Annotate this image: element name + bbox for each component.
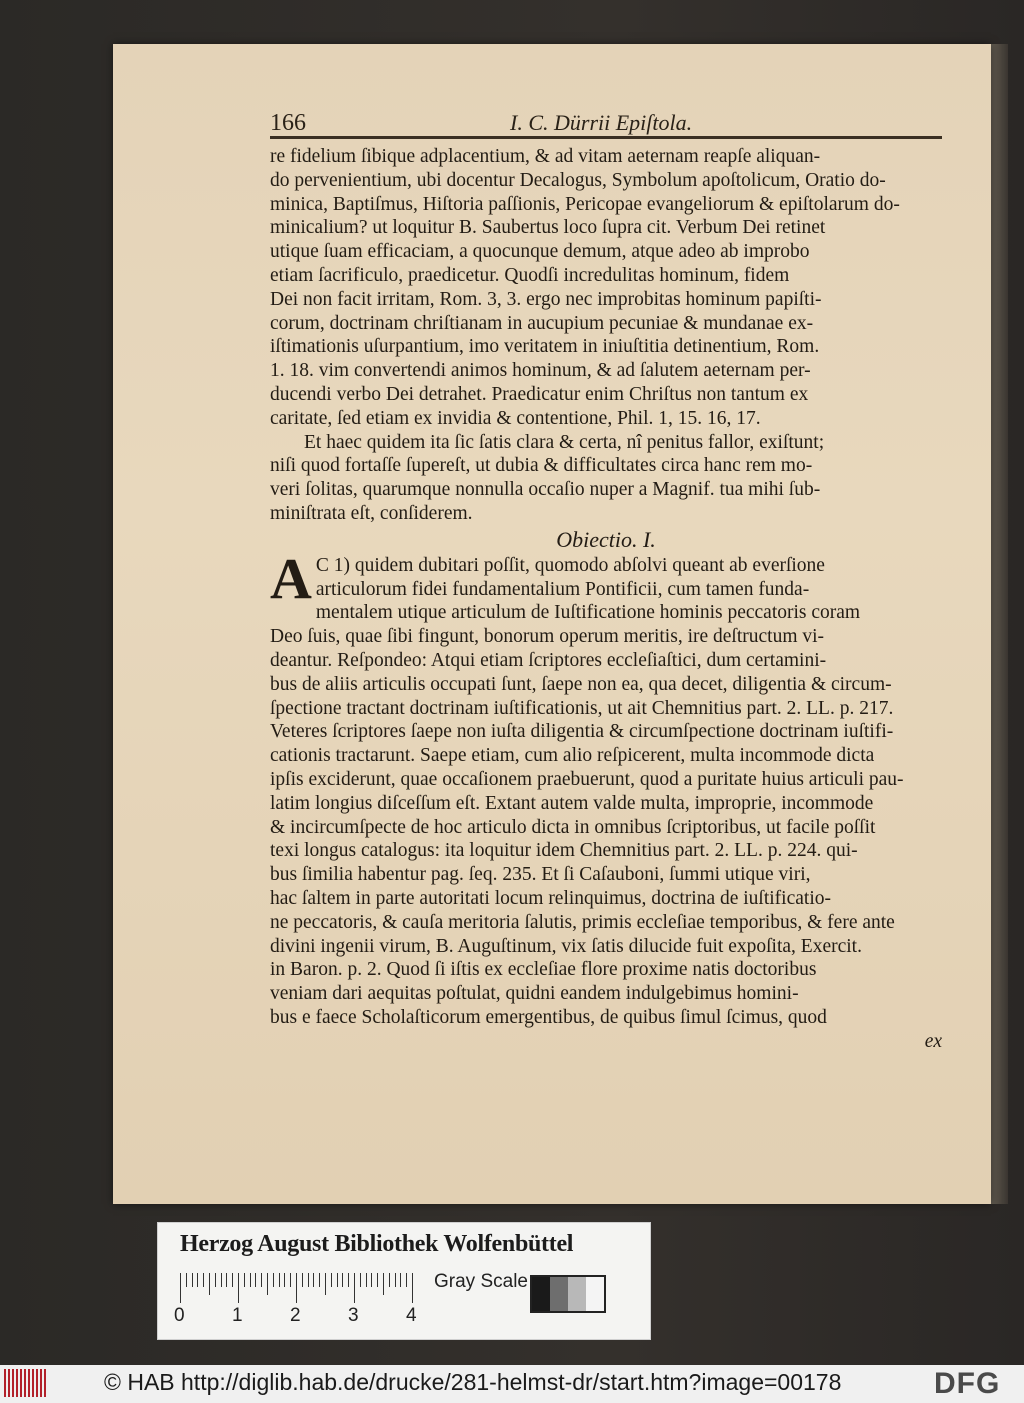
- gray-swatch: [550, 1277, 568, 1311]
- text-line: Veteres ſcriptores ſaepe non iuſta diligentia & circumſpectione doctrinam iuſtifi-: [270, 721, 894, 743]
- ruler-number: 0: [174, 1305, 185, 1326]
- text-line: latim longius diſceſſum eſt. Extant autem valde multa, improprie, incommode: [270, 792, 874, 814]
- text-line: do pervenientium, ubi docentur Decalogus, Symbolum apoſtolicum, Oratio do-: [270, 169, 886, 191]
- ruler-tick: [232, 1273, 233, 1287]
- ruler-tick: [250, 1273, 251, 1287]
- text-block-2: [270, 545, 942, 1030]
- ruler-tick: [302, 1273, 303, 1287]
- ruler-tick: [238, 1273, 239, 1303]
- text-line: caritate, ſed etiam ex invidia & contentione, Phil. 1, 15. 16, 17.: [270, 407, 761, 429]
- drop-cap: A: [270, 545, 312, 611]
- ruler-tick: [354, 1273, 355, 1303]
- gray-scale-swatches: [530, 1275, 606, 1313]
- ruler-tick: [395, 1273, 396, 1287]
- text-line: minicalium? ut loquitur B. Saubertus loco ſupra cit. Verbum Dei retinet: [270, 217, 826, 239]
- text-line: etiam ſacrificulo, praedicetur. Quodſi incredulitas hominum, fidem: [270, 264, 790, 286]
- dfg-logo: DFG: [934, 1367, 1001, 1400]
- ruler-tick: [209, 1273, 210, 1295]
- ruler-tick: [203, 1273, 204, 1287]
- text-line: & incircumſpecte de hoc articulo dicta in omnibus ſcriptoribus, ut facile poſſit: [270, 816, 876, 838]
- gray-swatch: [586, 1277, 604, 1311]
- text-line: hac ſaltem in parte autoritati locum relinquimus, doctrina de iuſtificatio-: [270, 887, 831, 909]
- text-line: 1. 18. vim convertendi animos hominum, & ad ſalutem aeternam per-: [270, 360, 811, 382]
- ruler-tick: [400, 1273, 401, 1287]
- ruler-tick: [284, 1273, 285, 1287]
- text-line: mentalem utique articulum de Iuſtificatione hominis peccatoris coram: [315, 602, 861, 624]
- ruler-tick: [186, 1273, 187, 1287]
- text-line: bus ſimilia habentur pag. ſeq. 235. Et ſi Caſauboni, ſummi utique viri,: [270, 864, 811, 886]
- ruler-tick: [180, 1273, 181, 1303]
- text-line: Et haec quidem ita ſic ſatis clara & certa, nî penitus fallor, exiſtunt;: [304, 431, 825, 453]
- ruler-tick: [377, 1273, 378, 1287]
- ruler-number: 4: [406, 1305, 417, 1326]
- ruler-tick: [296, 1273, 297, 1303]
- text-line: ducendi verbo Dei detrahet. Praedicatur enim Chriſtus non tantum ex: [270, 383, 809, 405]
- gray-swatch: [568, 1277, 586, 1311]
- text-line: niſi quod fortaſſe ſupereſt, ut dubia & difficultates circa hanc rem mo-: [270, 455, 813, 477]
- ruler-tick: [192, 1273, 193, 1287]
- ruler-number: 3: [348, 1305, 359, 1326]
- ruler: [180, 1273, 420, 1303]
- ruler-tick: [267, 1273, 268, 1295]
- running-title: I. C. Dürrii Epiſtola.: [510, 110, 693, 135]
- text-line: ipſis exciderunt, quae occaſionem praebuerunt, quod a puritate huius articuli pau-: [270, 768, 904, 790]
- text-line: ſpectione tractant doctrinam iuſtificationis, ut ait Chemnitius part. 2. LL. p. 217.: [270, 697, 894, 719]
- text-line: corum, doctrinam chriſtianam in aucupium pecuniae & mundanae ex-: [270, 312, 814, 334]
- barcode-icon: [4, 1369, 48, 1397]
- catchword: ex: [924, 1030, 942, 1052]
- text-line: re fidelium ſibique adplacentium, & ad vitam aeternam reapſe aliquan-: [270, 146, 821, 167]
- ruler-tick: [371, 1273, 372, 1287]
- ruler-tick: [342, 1273, 343, 1287]
- page-header: [270, 108, 942, 136]
- text-line: iſtimationis uſurpantium, imo veritatem in iniuſtitia detinentium, Rom.: [270, 336, 820, 358]
- text-line: Dei non facit irritam, Rom. 3, 3. ergo nec improbitas hominum papiſti-: [270, 288, 822, 310]
- text-line: veri ſolitas, quarumque nonnulla occaſio nuper a Magnif. tua mihi ſub-: [270, 479, 821, 501]
- text-line: bus e faece Scholaſticorum emergentibus, de quibus ſimul ſcimus, quod: [270, 1006, 827, 1028]
- ruler-tick: [325, 1273, 326, 1295]
- text-line: Deo ſuis, quae ſibi fingunt, bonorum operum meritis, ire deſtructum vi-: [270, 626, 825, 648]
- objection-heading: Obiectio. I.: [556, 526, 656, 552]
- gray-swatch: [532, 1277, 550, 1311]
- color-scale-card: [157, 1222, 651, 1340]
- text-line: minica, Baptiſmus, Hiſtoria paſſionis, Pericopae evangeliorum & epiſtolarum do-: [270, 193, 900, 215]
- ruler-tick: [197, 1273, 198, 1287]
- ruler-tick: [412, 1273, 413, 1303]
- ruler-tick: [255, 1273, 256, 1287]
- text-line: articulorum fidei fundamentalium Pontificii, cum tamen funda-: [315, 578, 810, 600]
- ruler-tick: [221, 1273, 222, 1287]
- ruler-tick: [360, 1273, 361, 1287]
- text-line: miniſtrata eſt, conſiderem.: [270, 502, 473, 524]
- text-line: cationis tractarunt. Saepe etiam, cum alio reſpicerent, multa incommode dicta: [270, 745, 875, 767]
- ruler-tick: [261, 1273, 262, 1287]
- ruler-tick: [313, 1273, 314, 1287]
- page-number: 166: [270, 110, 306, 136]
- footer-bar: [0, 1365, 1024, 1403]
- ruler-tick: [366, 1273, 367, 1287]
- gray-scale-label: Gray Scale: [434, 1271, 528, 1292]
- text-line: texi longus catalogus: ita loquitur idem Chemnitius part. 2. LL. p. 224. qui-: [270, 840, 858, 862]
- page-edge: [988, 44, 1008, 1204]
- ruler-tick: [290, 1273, 291, 1287]
- text-line: in Baron. p. 2. Quod ſi iſtis ex eccleſiae flore proxime natis doctoribus: [270, 959, 817, 981]
- ruler-tick: [319, 1273, 320, 1287]
- ruler-tick: [226, 1273, 227, 1287]
- text-line: divini ingenii virum, B. Auguſtinum, vix ſatis dilucide fuit expoſita, Exercit.: [270, 935, 862, 957]
- text-line: deantur. Reſpondeo: Atqui etiam ſcriptores eccleſiaſtici, dum certamini-: [270, 649, 827, 671]
- library-name: Herzog August Bibliothek Wolfenbüttel: [180, 1231, 574, 1257]
- ruler-tick: [273, 1273, 274, 1287]
- ruler-tick: [331, 1273, 332, 1287]
- ruler-numbers: [174, 1305, 434, 1329]
- text-line: C 1) quidem dubitari poſſit, quomodo abſolvi queant ab everſione: [315, 554, 825, 576]
- ruler-tick: [406, 1273, 407, 1287]
- ruler-number: 1: [232, 1305, 243, 1326]
- footer-credit-link[interactable]: © HAB http://diglib.hab.de/drucke/281-helmst-dr/start.htm?image=00178: [104, 1369, 842, 1395]
- ruler-tick: [215, 1273, 216, 1287]
- ruler-tick: [348, 1273, 349, 1287]
- text-block-1: [270, 145, 942, 526]
- ruler-tick: [337, 1273, 338, 1287]
- ruler-number: 2: [290, 1305, 301, 1326]
- ruler-tick: [308, 1273, 309, 1287]
- header-rule: [270, 136, 942, 139]
- ruler-tick: [383, 1273, 384, 1295]
- ruler-tick: [279, 1273, 280, 1287]
- page-text: [270, 145, 942, 1053]
- text-line: ne peccatoris, & cauſa meritoria ſalutis, primis eccleſiae temporibus, & fere ante: [270, 911, 895, 933]
- text-line: bus de aliis articulis occupati ſunt, ſaepe non ea, qua decet, diligentia & circum-: [270, 673, 892, 695]
- text-line: veniam dari aequitas poſtulat, quidni eandem indulgebimus homini-: [270, 983, 799, 1005]
- text-line: utique ſuam efficaciam, a quocunque demum, atque adeo ab improbo: [270, 241, 810, 263]
- ruler-tick: [389, 1273, 390, 1287]
- ruler-tick: [244, 1273, 245, 1287]
